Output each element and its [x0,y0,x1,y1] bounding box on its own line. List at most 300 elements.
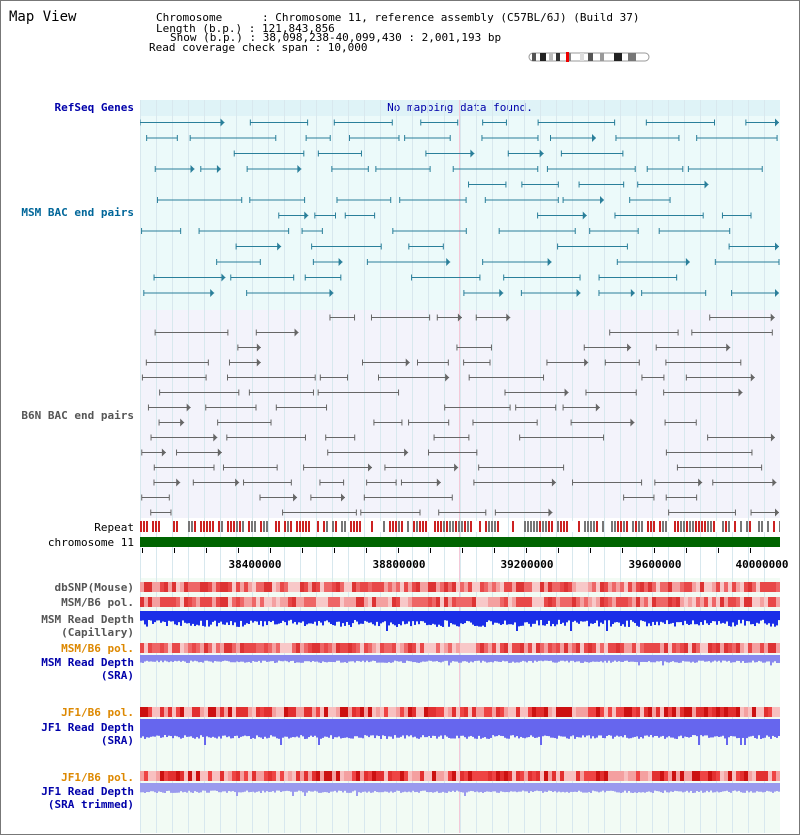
heat-cell [268,707,272,717]
depth-bar [480,611,482,627]
depth-bar [730,611,732,627]
depth-bar [770,719,772,739]
depth-bar [660,719,662,737]
chromosome-ideogram[interactable] [528,52,650,62]
depth-bar [238,719,240,738]
heat-cell [232,597,236,607]
heat-cell [320,597,324,607]
depth-bar [662,611,664,623]
heat-cell [612,707,616,717]
info-chromosome: Chromosome : Chromosome 11, reference assembly (C57BL/6J) (Build 37) [156,11,640,24]
heat-cell [500,582,504,592]
depth-bar [160,611,162,623]
depth-bar [722,783,724,791]
heat-cell [252,582,256,592]
depth-bar [168,611,170,621]
heat-cell [744,597,748,607]
heat-cell [240,597,244,607]
depth-bar [300,719,302,735]
depth-bar [206,719,208,736]
bac-end-arrow [552,479,556,487]
depth-bar [572,783,574,792]
repeat-block [599,521,601,532]
depth-bar [432,611,434,624]
depth-bar [152,783,154,791]
heat-cell [636,771,640,781]
bac-end-arrow [630,419,634,427]
bac-end-arrow [698,479,702,487]
depth-bar [254,783,256,793]
msm-bac-end-pairs-track[interactable] [140,115,780,310]
depth-bar [226,655,228,661]
heat-cell [772,771,776,781]
depth-bar [438,655,440,662]
depth-bar [654,783,656,791]
depth-bar [562,655,564,661]
depth-bar [268,655,270,662]
depth-bar [474,611,476,626]
heat-cell [400,771,404,781]
depth-bar [432,719,434,736]
depth-bar [514,783,516,791]
msm-depth-sra-track[interactable] [140,655,780,667]
repeat-block [392,521,394,532]
chromosome-bar[interactable] [140,537,780,547]
bac-end-arrow [775,289,779,297]
heat-cell [152,597,156,607]
heat-cell [748,771,752,781]
heat-cell [676,597,680,607]
refseq-genes-label: RefSeq Genes [54,101,134,114]
heat-cell [392,707,396,717]
heat-cell [668,771,672,781]
heat-cell [696,771,700,781]
heat-cell [476,582,480,592]
depth-bar [322,783,324,792]
heat-cell [644,771,648,781]
heat-cell [704,707,708,717]
depth-bar [576,719,578,737]
heat-cell [596,582,600,592]
heat-cell [704,643,708,653]
repeat-block [554,521,556,532]
depth-bar [228,783,230,791]
depth-bar [302,655,304,663]
heat-cell [296,707,300,717]
depth-bar [760,783,762,792]
heat-cell [616,771,620,781]
depth-bar [142,611,144,620]
depth-bar [432,783,434,793]
heat-cell [664,643,668,653]
depth-bar [534,611,536,624]
depth-bar [406,611,408,624]
heat-cell [512,707,516,717]
depth-bar [724,719,726,738]
depth-bar [674,655,676,662]
heat-cell [600,771,604,781]
heat-cell [380,597,384,607]
heat-cell [140,582,144,592]
depth-bar [244,655,246,663]
depth-bar [306,611,308,624]
heat-cell [184,707,188,717]
depth-bar [466,719,468,739]
depth-bar [310,655,312,662]
depth-bar [516,783,518,792]
depth-bar [710,783,712,791]
depth-bar [516,611,518,631]
depth-bar [252,783,254,792]
depth-bar [550,611,552,626]
depth-bar [752,783,754,793]
jf1-depth-trim-track[interactable] [140,783,780,797]
heat-cell [504,597,508,607]
heat-cell [620,643,624,653]
heat-cell [404,643,408,653]
depth-bar [682,611,684,625]
heat-cell [464,597,468,607]
depth-bar [518,783,520,792]
depth-bar [448,719,450,738]
heat-cell [292,643,296,653]
depth-bar [754,783,756,793]
heat-cell [456,582,460,592]
depth-bar [236,783,238,796]
depth-bar [616,655,618,662]
heat-cell [636,707,640,717]
depth-bar [214,783,216,791]
depth-bar [590,783,592,793]
heat-cell [324,643,328,653]
depth-bar [204,719,206,745]
depth-bar [700,611,702,622]
depth-bar [302,719,304,736]
heat-cell [716,707,720,717]
depth-bar [148,719,150,738]
depth-bar [282,655,284,661]
depth-bar [688,783,690,792]
heat-cell [352,582,356,592]
heat-cell [392,597,396,607]
depth-bar [524,655,526,661]
depth-bar [708,719,710,738]
bac-end-arrow [506,314,510,322]
heat-cell [436,582,440,592]
depth-bar [580,783,582,792]
depth-bar [726,719,728,745]
heat-cell [528,643,532,653]
heat-cell [592,582,596,592]
depth-bar [466,611,468,621]
heat-cell [316,707,320,717]
depth-bar [304,719,306,739]
jf1-depth-sra-track[interactable] [140,719,780,747]
depth-bar [356,783,358,796]
heat-cell [560,597,564,607]
heat-cell [328,582,332,592]
repeat-block [656,521,658,532]
repeat-block [296,521,298,532]
bac-end-arrow [775,119,779,127]
heat-cell [704,582,708,592]
heat-cell [536,643,540,653]
heat-cell [488,771,492,781]
depth-bar [768,655,770,661]
depth-bar [310,783,312,792]
heat-cell [772,582,776,592]
depth-bar [572,719,574,735]
heat-cell [296,582,300,592]
heat-cell [700,707,704,717]
heat-cell [656,582,660,592]
heat-cell [728,597,732,607]
heat-cell [596,597,600,607]
heat-cell [268,643,272,653]
depth-bar [656,655,658,661]
repeat-block [497,521,499,532]
depth-bar [496,611,498,623]
depth-bar [614,719,616,737]
depth-bar [362,655,364,661]
depth-bar [246,611,248,623]
depth-bar [152,719,154,736]
b6n-bac-end-pairs-track[interactable] [140,310,780,518]
depth-bar [546,655,548,661]
depth-bar [466,783,468,792]
depth-bar [542,719,544,736]
depth-bar [198,611,200,625]
depth-bar [412,611,414,621]
depth-bar [386,655,388,663]
depth-bar [504,719,506,738]
heat-cell [688,597,692,607]
depth-bar [498,611,500,624]
heat-cell [680,643,684,653]
depth-bar [380,655,382,663]
depth-bar [768,719,770,737]
depth-bar [422,655,424,662]
depth-bar [234,719,236,736]
heat-cell [508,597,512,607]
depth-bar [416,719,418,738]
depth-bar [512,783,514,792]
depth-bar [418,719,420,739]
depth-bar [410,783,412,792]
heat-cell [356,771,360,781]
depth-bar [184,655,186,662]
depth-bar [772,611,774,624]
heat-cell [532,771,536,781]
heat-cell [140,597,144,607]
depth-bar [680,719,682,736]
depth-bar [236,719,238,736]
depth-bar [394,783,396,792]
depth-bar [206,783,208,793]
repeat-block [326,521,328,532]
depth-bar [744,611,746,626]
heat-cell [736,707,740,717]
depth-bar [612,611,614,624]
heat-cell [660,597,664,607]
heat-cell [432,643,436,653]
depth-bar [664,655,666,661]
depth-bar [694,783,696,793]
heat-cell [756,597,760,607]
depth-bar [718,611,720,621]
heat-cell [580,597,584,607]
jf1-b6-pol-2-heat-track[interactable] [140,771,780,781]
depth-bar [644,655,646,662]
depth-bar [522,655,524,661]
depth-bar [568,655,570,662]
depth-bar [516,719,518,736]
depth-bar [326,655,328,662]
depth-bar [180,783,182,791]
depth-bar [632,655,634,662]
depth-bar [540,783,542,791]
repeat-block [752,521,754,532]
depth-bar [278,719,280,739]
depth-bar [434,719,436,736]
heat-cell [352,643,356,653]
heat-cell [580,771,584,781]
bac-end-arrow [627,344,631,352]
heat-cell [232,707,236,717]
depth-bar [254,611,256,621]
heat-cell [372,707,376,717]
heat-cell [628,771,632,781]
depth-bar [398,611,400,624]
bac-end-arrow [176,479,180,487]
depth-bar [762,611,764,620]
depth-bar [218,783,220,792]
bac-end-arrow [437,479,441,487]
heat-cell [564,707,568,717]
heat-cell [412,707,416,717]
heat-cell [632,707,636,717]
heat-cell [512,597,516,607]
depth-bar [382,611,384,622]
heat-cell [488,582,492,592]
repeat-block [275,521,277,532]
depth-bar [354,611,356,620]
heat-cell [756,771,760,781]
depth-bar [514,611,516,622]
depth-bar [566,655,568,661]
depth-bar [392,783,394,793]
heat-cell [496,707,500,717]
repeat-block [650,521,652,532]
heat-cell [468,643,472,653]
depth-bar [420,783,422,791]
depth-bar [654,719,656,736]
heat-cell [424,771,428,781]
depth-bar [224,719,226,736]
depth-bar [562,719,564,737]
heat-cell [204,597,208,607]
depth-bar [304,611,306,626]
depth-bar [726,655,728,662]
depth-bar [484,783,486,792]
heat-cell [220,707,224,717]
depth-bar [268,611,270,621]
depth-bar [450,783,452,792]
heat-cell [356,582,360,592]
depth-bar [654,655,656,662]
depth-bar [678,783,680,791]
heat-cell [688,643,692,653]
depth-bar [710,611,712,623]
msm-b6-pol-sra-heat-track[interactable] [140,643,780,653]
depth-bar [612,655,614,662]
depth-bar [260,719,262,738]
repeat-block [284,521,286,532]
depth-bar [140,719,142,738]
depth-bar [640,655,642,662]
heat-cell [452,707,456,717]
depth-bar [330,611,332,624]
depth-bar [246,655,248,662]
repeat-block [557,521,559,532]
depth-bar [168,719,170,736]
heat-cell [312,771,316,781]
heat-cell [500,643,504,653]
depth-bar [598,719,600,735]
repeat-track[interactable] [140,521,780,532]
depth-bar [298,783,300,791]
repeat-block [170,521,172,532]
heat-cell [496,643,500,653]
repeat-block [686,521,688,532]
repeat-block [602,521,604,532]
repeat-block [443,521,445,532]
msm-depth-capillary-track[interactable] [140,611,780,631]
depth-bar [164,719,166,735]
dbsnp-heat-track[interactable] [140,582,780,592]
jf1-b6-pol-heat-track[interactable] [140,707,780,717]
depth-bar [484,611,486,627]
depth-bar [212,783,214,791]
depth-bar [468,719,470,737]
depth-bar [772,783,774,793]
heat-cell [196,707,200,717]
depth-bar [674,611,676,626]
heat-cell [264,643,268,653]
bac-end-arrow [686,258,690,266]
depth-bar [158,719,160,736]
heat-cell [356,643,360,653]
heat-cell [276,707,280,717]
repeat-block [737,521,739,532]
depth-bar [472,655,474,662]
heat-cell [216,771,220,781]
depth-bar [650,655,652,662]
heat-cell [428,582,432,592]
heat-cell [612,771,616,781]
repeat-block [407,521,409,532]
bac-end-arrow [210,289,214,297]
msm-b6-pol-heat-track[interactable] [140,597,780,607]
repeat-block [395,521,397,532]
heat-cell [652,597,656,607]
depth-bar [274,611,276,624]
depth-bar [640,719,642,737]
heat-cell [344,597,348,607]
depth-bar [590,611,592,623]
heat-cell [560,582,564,592]
depth-bar [198,655,200,662]
